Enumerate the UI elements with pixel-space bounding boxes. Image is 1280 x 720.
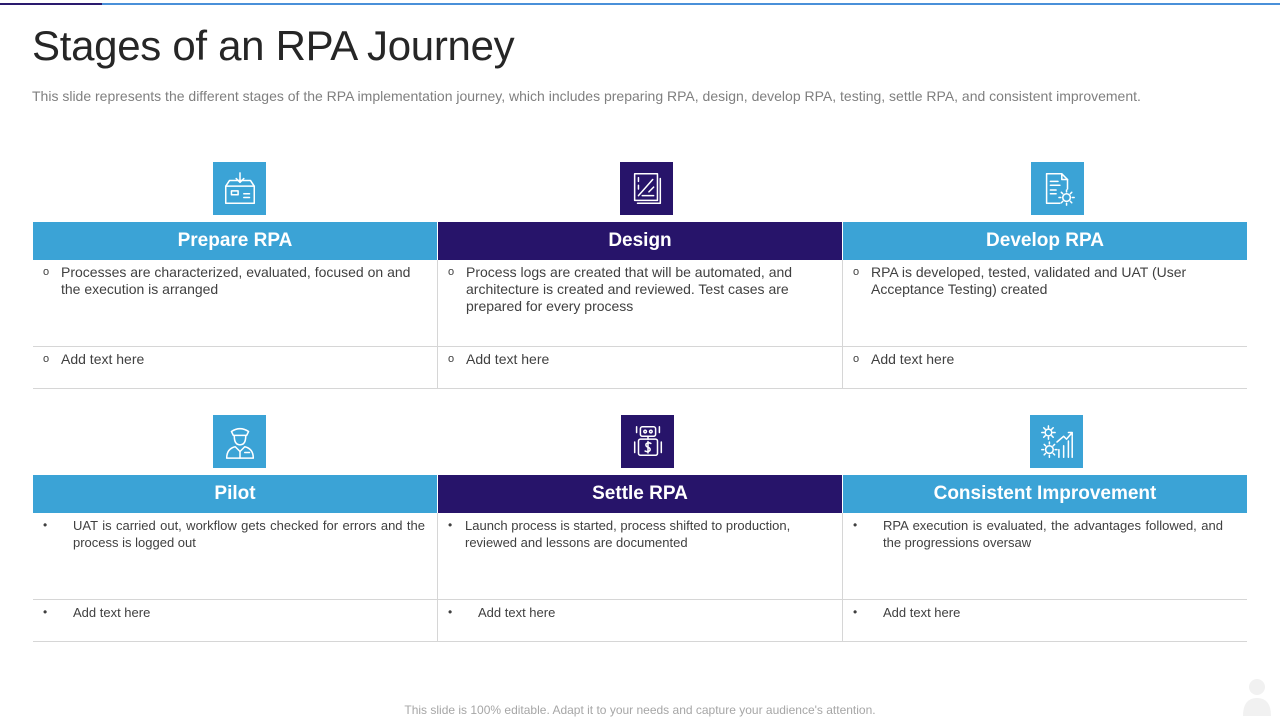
stage-point-settle-rpa-1: • Launch process is started, process shifted to production, reviewed and lessons are documented: [448, 518, 791, 550]
row2-column-divider-1: [437, 513, 438, 641]
footer-note: This slide is 100% editable. Adapt it to your needs and capture your audience's attention.: [404, 703, 876, 717]
stage-header-develop-rpa: Develop RPA: [843, 222, 1247, 260]
top-accent-bar-dark: [0, 3, 102, 5]
stage-point-develop-rpa-2: o Add text here: [853, 351, 955, 367]
pilot-person-icon: [213, 415, 266, 468]
stage-point-design-2: o Add text here: [448, 351, 550, 367]
stage-point-develop-rpa-1: o RPA is developed, tested, validated and UAT (User Acceptance Testing) created: [853, 264, 1187, 297]
top-accent-bar-light: [102, 3, 1280, 5]
row1-column-divider-2: [842, 260, 843, 388]
stage-point-consistent-improvement-2: • Add text here: [853, 605, 961, 620]
person-watermark-icon: [1240, 676, 1274, 716]
stage-point-pilot-1: • UAT is carried out, workflow gets checked for errors and the process is logged out: [43, 518, 425, 550]
stage-point-pilot-2: • Add text here: [43, 605, 151, 620]
slide-subtitle: This slide represents the different stages of the RPA implementation journey, which includes preparing RPA, design, develop RPA, testing, settle RPA, and consistent improvement.: [32, 88, 1141, 104]
stage-point-settle-rpa-2: • Add text here: [448, 605, 556, 620]
row1-column-divider-1: [437, 260, 438, 388]
stage-point-design-1: o Process logs are created that will be automated, and architecture is created and reviewed. Test cases are prepared for every process: [448, 264, 793, 314]
row1-mid-divider: [33, 346, 1247, 347]
row2-column-divider-2: [842, 513, 843, 641]
stage-header-consistent-improvement: Consistent Improvement: [843, 475, 1247, 513]
slide-title: Stages of an RPA Journey: [32, 22, 515, 69]
stage-header-pilot: Pilot: [33, 475, 437, 513]
stage-point-consistent-improvement-1: • RPA execution is evaluated, the advantages followed, and the progressions oversaw: [853, 518, 1223, 550]
row1-bottom-divider: [33, 388, 1247, 389]
design-drawing-icon: [620, 162, 673, 215]
box-download-icon: [213, 162, 266, 215]
stage-header-design: Design: [438, 222, 842, 260]
gears-growth-chart-icon: [1030, 415, 1083, 468]
row2-mid-divider: [33, 599, 1247, 600]
document-gear-icon: [1031, 162, 1084, 215]
row2-bottom-divider: [33, 641, 1247, 642]
stage-header-settle-rpa: Settle RPA: [438, 475, 842, 513]
robot-dollar-icon: [621, 415, 674, 468]
stage-header-prepare-rpa: Prepare RPA: [33, 222, 437, 260]
stage-point-prepare-rpa-1: o Processes are characterized, evaluated, focused on and the execution is arranged: [43, 264, 411, 297]
stage-point-prepare-rpa-2: o Add text here: [43, 351, 145, 367]
